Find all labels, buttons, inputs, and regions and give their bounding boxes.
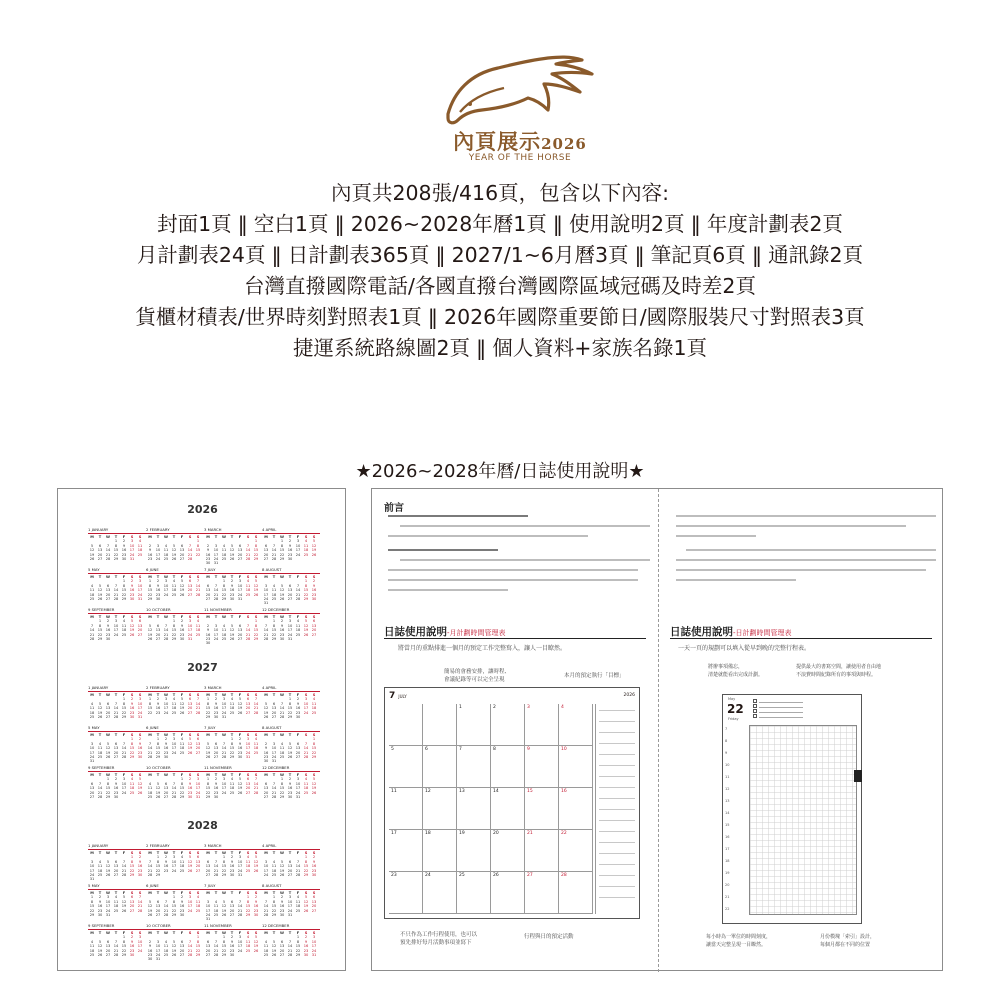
calendar-month	[146, 567, 204, 607]
hour-label: 8	[725, 739, 728, 743]
calendar-month	[146, 765, 204, 805]
sample-day-number: 22	[727, 702, 744, 716]
month-day-grid: M T W T F S S 1 2 3 4 5 6 7 8 9 10 11 12 13 14 15 16 17 18 19 20 21 22 23 24 25 26 27 28 29 30	[205, 773, 259, 799]
hour-label: 7	[725, 727, 728, 731]
preface-text-line	[676, 515, 936, 517]
month-name: 4 APRIL	[262, 685, 320, 692]
hour-label: 18	[725, 859, 730, 863]
planner-day-cell: 8	[491, 746, 525, 788]
diary-instruction-spread	[371, 488, 943, 971]
preface-text-line	[388, 589, 508, 591]
month-name: 11 NOVEMBER	[204, 607, 262, 614]
month-day-grid: M T W T F S S 1 2 3 4 5 6 7 8 9 10 11 12 13 14 15 16 17 18 19 20 21 22 23 24 25 26 27 28 29 30	[263, 693, 317, 719]
planner-day-cell: 22	[559, 830, 593, 872]
month-day-grid: M T W T F S S 1 2 3 4 5 6 7 8 9 10 11 12 13 14 15 16 17 18 19 20 21 22 23 24 25 26 27 28 29 30 31	[263, 931, 317, 957]
preface-text-line	[388, 535, 588, 537]
contents-line-3: 月計劃表24頁 ‖ 日計劃表365頁 ‖ 2027/1~6月曆3頁 ‖ 筆記頁6頁 ‖ 通訊錄2頁	[136, 243, 864, 267]
planner-day-cell: 25	[457, 872, 491, 914]
contents-line-1: 內頁共208張/416頁，包含以下內容:	[330, 181, 670, 205]
month-name: 9 SEPTEMBER	[88, 765, 146, 772]
sample-year: 2026	[623, 693, 635, 698]
daily-foot-2: 讓當天完整呈現一目瞭然。	[706, 942, 767, 948]
calendar-month	[204, 567, 262, 607]
year-block	[58, 503, 347, 655]
daily-planner-sample	[722, 694, 862, 924]
planner-day-cell: 3	[525, 704, 559, 746]
month-day-grid: M T W T F S S 1 2 3 4 5 6 7 8 9 10 11 12 13 14 15 16 17 18 19 20 21 22 23 24 25 26 27 28 29 30 31	[263, 733, 317, 764]
month-day-grid: M T W T F S S 1 2 3 4 5 6 7 8 9 10 11 12 13 14 15 16 17 18 19 20 21 22 23 24 25 26 27 28 29 30 31	[147, 773, 201, 799]
hour-label: 19	[725, 871, 730, 875]
month-day-grid: M T W T F S S 1 2 3 4 5 6 7 8 9 10 11 12 13 14 15 16 17 18 19 20 21 22 23 24 25 26 27 28 29	[147, 851, 201, 877]
preface-title: 前言	[384, 503, 404, 514]
contents-line-5: 貨櫃材積表/世界時刻對照表1頁 ‖ 2026年國際重要節日/國際服裝尺寸對照表3頁	[135, 305, 865, 329]
preface-text-line	[686, 549, 936, 551]
planner-day-cell: 9	[525, 746, 559, 788]
month-name: 1 JANUARY	[88, 685, 146, 692]
calendar-month	[204, 527, 262, 567]
month-name: 5 MAY	[88, 567, 146, 574]
daily-note-2: 清楚就能看出完成計劃。	[708, 672, 764, 678]
planner-day-cell: 21	[525, 830, 559, 872]
calendar-month	[204, 725, 262, 765]
month-day-grid: M T W T F S S 1 2 3 4 5 6 7 8 9 10 11 12 13 14 15 16 17 18 19 20 21 22 23 24 25 26 27 28 29 30 31	[205, 535, 259, 566]
planner-day-cell: 12	[423, 788, 457, 830]
monthly-note-3: 本月的預定執行「目標」	[564, 673, 625, 679]
daily-section-title: 日誌使用說明-日計劃時間管理表	[670, 626, 792, 638]
calendar-month	[146, 685, 204, 725]
monthly-goals-column	[595, 704, 637, 914]
calendar-month	[88, 527, 146, 567]
preface-text-line	[388, 515, 528, 517]
month-day-grid: M T W T F S S 1 2 3 4 5 6 7 8 9 10 11 12 13 14 15 16 17 18 19 20 21 22 23 24 25 26 27 28 29 30 31	[147, 931, 201, 962]
month-name: 6 JUNE	[146, 883, 204, 890]
month-name: 9 SEPTEMBER	[88, 607, 146, 614]
planner-day-cell: 5	[389, 746, 423, 788]
month-name: 12 DECEMBER	[262, 923, 320, 930]
calendar-month	[146, 923, 204, 963]
calendar-month	[88, 607, 146, 647]
planner-day-cell: 17	[389, 830, 423, 872]
preface-text-line	[400, 559, 650, 561]
calendar-month	[204, 685, 262, 725]
preface-text-line	[388, 569, 638, 571]
sample-day-month: May	[728, 697, 736, 701]
monthly-description: 將當月的重點排進一個月的預定工作完整寫入，讓人一目瞭然。	[398, 645, 567, 652]
month-day-grid: M T W T F S S 1 2 3 4 5 6 7 8 9 10 11 12 13 14 15 16 17 18 19 20 21 22 23 24 25 26 27 28 29 30 31	[89, 891, 143, 917]
month-day-grid: M T W T F S S 1 2 3 4 5 6 7 8 9 10 11 12 13 14 15 16 17 18 19 20 21 22 23 24 25 26 27 28 29 30	[147, 575, 201, 601]
contents-summary	[0, 178, 1000, 364]
planner-day-cell: 4	[559, 704, 593, 746]
month-day-grid: M T W T F S S 1 2 3 4 5 6 7 8 9 10 11 12 13 14 15 16 17 18 19 20 21 22 23 24 25 26 27 28 29 30 31	[205, 733, 259, 759]
calendar-month	[262, 527, 320, 567]
hour-label: 17	[725, 847, 730, 851]
month-name: 6 JUNE	[146, 567, 204, 574]
month-day-grid: M T W T F S S 1 2 3 4 5 6 7 8 9 10 11 12 13 14 15 16 17 18 19 20 21 22 23 24 25 26 27 28 29 30	[205, 615, 259, 646]
calendar-month	[262, 567, 320, 607]
hour-label: 9	[725, 751, 728, 755]
hour-label: 22	[725, 907, 730, 911]
planner-day-cell: 24	[423, 872, 457, 914]
month-name: 9 SEPTEMBER	[88, 923, 146, 930]
month-day-grid: M T W T F S S 1 2 3 4 5 6 7 8 9 10 11 12 13 14 15 16 17 18 19 20 21 22 23 24 25 26 27 28 29 30 31	[263, 891, 317, 917]
calendar-month	[88, 883, 146, 923]
month-day-grid: M T W T F S S 1 2 3 4 5 6 7 8 9 10 11 12 13 14 15 16 17 18 19 20 21 22 23 24 25 26 27 28 29 30	[147, 891, 201, 917]
hour-label: 12	[725, 787, 730, 791]
contents-line-4: 台灣直撥國際電話/各國直撥台灣國際區域冠碼及時差2頁	[244, 274, 756, 298]
year-label: 2026	[187, 503, 218, 516]
month-name: 8 AUGUST	[262, 567, 320, 574]
month-day-grid: M T W T F S S 1 2 3 4 5 6 7 8 9 10 11 12 13 14 15 16 17 18 19 20 21 22 23 24 25 26 27 28 29 30 31	[89, 733, 143, 764]
calendar-month	[204, 765, 262, 805]
preface-text-line	[676, 525, 906, 527]
month-name: 8 AUGUST	[262, 725, 320, 732]
month-day-grid: M T W T F S S 1 2 3 4 5 6 7 8 9 10 11 12 13 14 15 16 17 18 19 20 21 22 23 24 25 26 27 28 29 30 31	[89, 693, 143, 719]
month-index-tab	[854, 770, 862, 782]
page-subtitle: YEAR OF THE HORSE	[468, 153, 572, 163]
calendar-month	[262, 923, 320, 963]
month-name: 10 OCTOBER	[146, 607, 204, 614]
year-label: 2028	[187, 819, 218, 832]
month-name: 4 APRIL	[262, 527, 320, 534]
preface-text-line	[388, 579, 638, 581]
month-day-grid: M T W T F S S 1 2 3 4 5 6 7 8 9 10 11 12 13 14 15 16 17 18 19 20 21 22 23 24 25 26 27 28 29 30 31	[205, 891, 259, 922]
preface-text-line	[388, 549, 498, 551]
preface-text-line	[676, 535, 756, 537]
month-name: 12 DECEMBER	[262, 765, 320, 772]
year-block	[58, 819, 347, 971]
hourly-schedule-grid	[749, 725, 857, 915]
month-day-grid: M T W T F S S 1 2 3 4 5 6 7 8 9 10 11 12 13 14 15 16 17 18 19 20 21 22 23 24 25 26 27 28 29 30 31	[89, 575, 143, 601]
month-day-grid: M T W T F S S 1 2 3 4 5 6 7 8 9 10 11 12 13 14 15 16 17 18 19 20 21 22 23 24 25 26 27 28 29 30	[89, 931, 143, 957]
preface-text-line	[400, 525, 650, 527]
month-name: 11 NOVEMBER	[204, 923, 262, 930]
hour-label: 10	[725, 763, 730, 767]
month-name: 1 JANUARY	[88, 527, 146, 534]
hour-label: 21	[725, 895, 730, 899]
calendar-month	[146, 607, 204, 647]
calendar-page	[57, 488, 346, 971]
hour-label: 16	[725, 835, 730, 839]
planner-day-cell: 1	[457, 704, 491, 746]
planner-day-cell: 23	[389, 872, 423, 914]
planner-day-cell: 10	[559, 746, 593, 788]
page-fold	[658, 489, 659, 972]
calendar-month	[204, 923, 262, 963]
month-day-grid: M T W T F S S 1 2 3 4 5 6 7 8 9 10 11 12 13 14 15 16 17 18 19 20 21 22 23 24 25 26 27 28 29 30 31	[205, 575, 259, 601]
month-day-grid: M T W T F S S 1 2 3 4 5 6 7 8 9 10 11 12 13 14 15 16 17 18 19 20 21 22 23 24 25 26 27 28 29 30	[89, 773, 143, 799]
month-name: 7 JULY	[204, 883, 262, 890]
preface-text-line	[676, 559, 936, 561]
calendar-month	[146, 883, 204, 923]
daily-foot-3: 月份模塊「索引」設計，	[820, 934, 876, 940]
month-name: 10 OCTOBER	[146, 923, 204, 930]
month-name: 7 JULY	[204, 567, 262, 574]
daily-title-rule	[670, 638, 932, 639]
calendar-month	[88, 923, 146, 963]
daily-foot-4: 每個月都在不同的位置	[820, 942, 871, 948]
month-name: 10 OCTOBER	[146, 765, 204, 772]
planner-day-cell: 19	[457, 830, 491, 872]
daily-note-1: 將辦事項備忘，	[708, 664, 744, 670]
month-day-grid: M T W T F S S 1 2 3 4 5 6 7 8 9 10 11 12 13 14 15 16 17 18 19 20 21 22 23 24 25 26 27 28 29 30 31	[89, 851, 143, 882]
daily-foot-1: 每小時為一單位的時間刻度，	[706, 934, 772, 940]
planner-day-cell: 16	[559, 788, 593, 830]
daily-description: 一天一頁的規劃可以填入從早到晚的完整行程表。	[678, 645, 811, 652]
monthly-foot-1: 不只作為工作行程使用，也可以	[400, 932, 478, 938]
month-day-grid: M T W T F S S 1 2 3 4 5 6 7 8 9 10 11 12 13 14 15 16 17 18 19 20 21 22 23 24 25 26 27 28 29 30	[147, 733, 201, 759]
contents-line-2: 封面1頁 ‖ 空白1頁 ‖ 2026~2028年曆1頁 ‖ 使用說明2頁 ‖ 年度計劃表2頁	[157, 212, 843, 236]
month-name: 7 JULY	[204, 725, 262, 732]
calendar-month	[88, 765, 146, 805]
month-name: 5 MAY	[88, 883, 146, 890]
monthly-note-2: 會議紀錄等可以完全呈現	[444, 677, 505, 683]
month-name: 2 FEBRUARY	[146, 685, 204, 692]
todo-checklist	[753, 699, 853, 721]
hour-label: 14	[725, 811, 730, 815]
hour-label: 11	[725, 775, 730, 779]
planner-day-cell: 11	[389, 788, 423, 830]
calendar-month	[146, 527, 204, 567]
month-day-grid: M T W T F S S 1 2 3 4 5 6 7 8 9 10 11 12 13 14 15 16 17 18 19 20 21 22 23 24 25 26 27 28 29 30	[89, 615, 143, 641]
calendar-month	[88, 725, 146, 765]
calendar-month	[88, 567, 146, 607]
planner-day-cell: 13	[457, 788, 491, 830]
calendar-month	[262, 843, 320, 883]
month-day-grid: M T W T F S S 1 2 3 4 5 6 7 8 9 10 11 12 13 14 15 16 17 18 19 20 21 22 23 24 25 26 27 28 29 30 31	[263, 615, 317, 641]
page-title: 內頁展示2026	[453, 129, 587, 154]
contents-line-6: 捷運系統路線圖2頁 ‖ 個人資料+家族名錄1頁	[292, 336, 708, 360]
month-day-grid: M T W T F S S 1 2 3 4 5 6 7 8 9 10 11 12 13 14 15 16 17 18 19 20 21 22 23 24 25 26 27 28	[147, 535, 201, 561]
sample-month: 7 JULY	[389, 691, 407, 701]
month-day-grid: M T W T F S S 1 2 3 4 5 6 7 8 9 10 11 12 13 14 15 16 17 18 19 20 21 22 23 24 25 26 27 28 29 30 31	[89, 535, 143, 561]
planner-day-cell: 14	[491, 788, 525, 830]
year-block	[58, 661, 347, 813]
section-heading: ★2026~2028年曆/日誌使用說明★	[355, 461, 645, 482]
planner-day-cell	[423, 704, 457, 746]
planner-day-cell: 15	[525, 788, 559, 830]
planner-day-cell	[389, 704, 423, 746]
month-day-grid: M T W T F S S 1 2 3 4 5 6 7 8 9 10 11 12 13 14 15 16 17 18 19 20 21 22 23 24 25 26 27 28 29 30 31	[205, 693, 259, 719]
planner-day-cell: 6	[423, 746, 457, 788]
month-day-grid: M T W T F S S 1 2 3 4 5 6 7 8 9 10 11 12 13 14 15 16 17 18 19 20 21 22 23 24 25 26 27 28	[147, 693, 201, 715]
hour-label: 20	[725, 883, 730, 887]
month-name: 6 JUNE	[146, 725, 204, 732]
hour-label: 13	[725, 799, 730, 803]
planner-day-cell: 7	[457, 746, 491, 788]
daily-note-3: 提供最大的書寫空間，讓使用者自由地	[796, 664, 882, 670]
calendar-month	[262, 725, 320, 765]
planner-day-cell: 28	[559, 872, 593, 914]
year-label: 2027	[187, 661, 218, 674]
month-name: 11 NOVEMBER	[204, 765, 262, 772]
planner-day-cell: 18	[423, 830, 457, 872]
calendar-month	[262, 607, 320, 647]
calendar-month	[262, 883, 320, 923]
planner-day-cell: 2	[491, 704, 525, 746]
month-name: 3 MARCH	[204, 843, 262, 850]
month-day-grid: M T W T F S S 1 2 3 4 5 6 7 8 9 10 11 12 13 14 15 16 17 18 19 20 21 22 23 24 25 26 27 28 29 30 31	[205, 851, 259, 877]
month-day-grid: M T W T F S S 1 2 3 4 5 6 7 8 9 10 11 12 13 14 15 16 17 18 19 20 21 22 23 24 25 26 27 28 29 30	[263, 535, 317, 561]
preface-text-line	[676, 579, 796, 581]
monthly-planner-sample	[384, 687, 640, 919]
calendar-month	[146, 725, 204, 765]
month-name: 3 MARCH	[204, 685, 262, 692]
planner-day-cell: 20	[491, 830, 525, 872]
month-day-grid: M T W T F S S 1 2 3 4 5 6 7 8 9 10 11 12 13 14 15 16 17 18 19 20 21 22 23 24 25 26 27 28 29 30	[205, 931, 259, 957]
calendar-month	[262, 685, 320, 725]
preface-text-line	[676, 569, 926, 571]
calendar-month	[88, 843, 146, 883]
sample-day-weekday: Friday	[728, 717, 739, 721]
planner-day-cell: 26	[491, 872, 525, 914]
planner-day-cell: 27	[525, 872, 559, 914]
hour-label: 15	[725, 823, 730, 827]
monthly-foot-3: 行程與日的預定活動	[524, 934, 574, 940]
calendar-month	[204, 843, 262, 883]
calendar-month	[262, 765, 320, 805]
calendar-month	[204, 883, 262, 923]
monthly-note-1: 簡易的會務安排，讓時程、	[444, 669, 511, 675]
monthly-section-title: 日誌使用說明-月計劃時間管理表	[384, 626, 506, 638]
month-name: 12 DECEMBER	[262, 607, 320, 614]
month-day-grid: M T W T F S S 1 2 3 4 5 6 7 8 9 10 11 12 13 14 15 16 17 18 19 20 21 22 23 24 25 26 27 28 29 30 31	[147, 615, 201, 641]
calendar-month	[204, 607, 262, 647]
monthly-title-rule	[384, 638, 646, 639]
month-name: 5 MAY	[88, 725, 146, 732]
month-name: 2 FEBRUARY	[146, 527, 204, 534]
month-name: 3 MARCH	[204, 527, 262, 534]
month-day-grid: M T W T F S S 1 2 3 4 5 6 7 8 9 10 11 12 13 14 15 16 17 18 19 20 21 22 23 24 25 26 27 28 29 30 31	[263, 575, 317, 606]
month-name: 1 JANUARY	[88, 843, 146, 850]
brand-logo	[430, 52, 610, 167]
month-name: 8 AUGUST	[262, 883, 320, 890]
horse-head-icon	[430, 52, 610, 130]
month-name: 4 APRIL	[262, 843, 320, 850]
month-day-grid: M T W T F S S 1 2 3 4 5 6 7 8 9 10 11 12 13 14 15 16 17 18 19 20 21 22 23 24 25 26 27 28 29 30	[263, 851, 317, 877]
monthly-foot-2: 預先排好每月活動事項並寫下	[400, 940, 472, 946]
month-name: 2 FEBRUARY	[146, 843, 204, 850]
calendar-month	[88, 685, 146, 725]
calendar-month	[146, 843, 204, 883]
daily-note-4: 不浪費時間紀錄所有的事項與時程。	[796, 672, 877, 678]
month-day-grid: M T W T F S S 1 2 3 4 5 6 7 8 9 10 11 12 13 14 15 16 17 18 19 20 21 22 23 24 25 26 27 28 29 30 31	[263, 773, 317, 799]
